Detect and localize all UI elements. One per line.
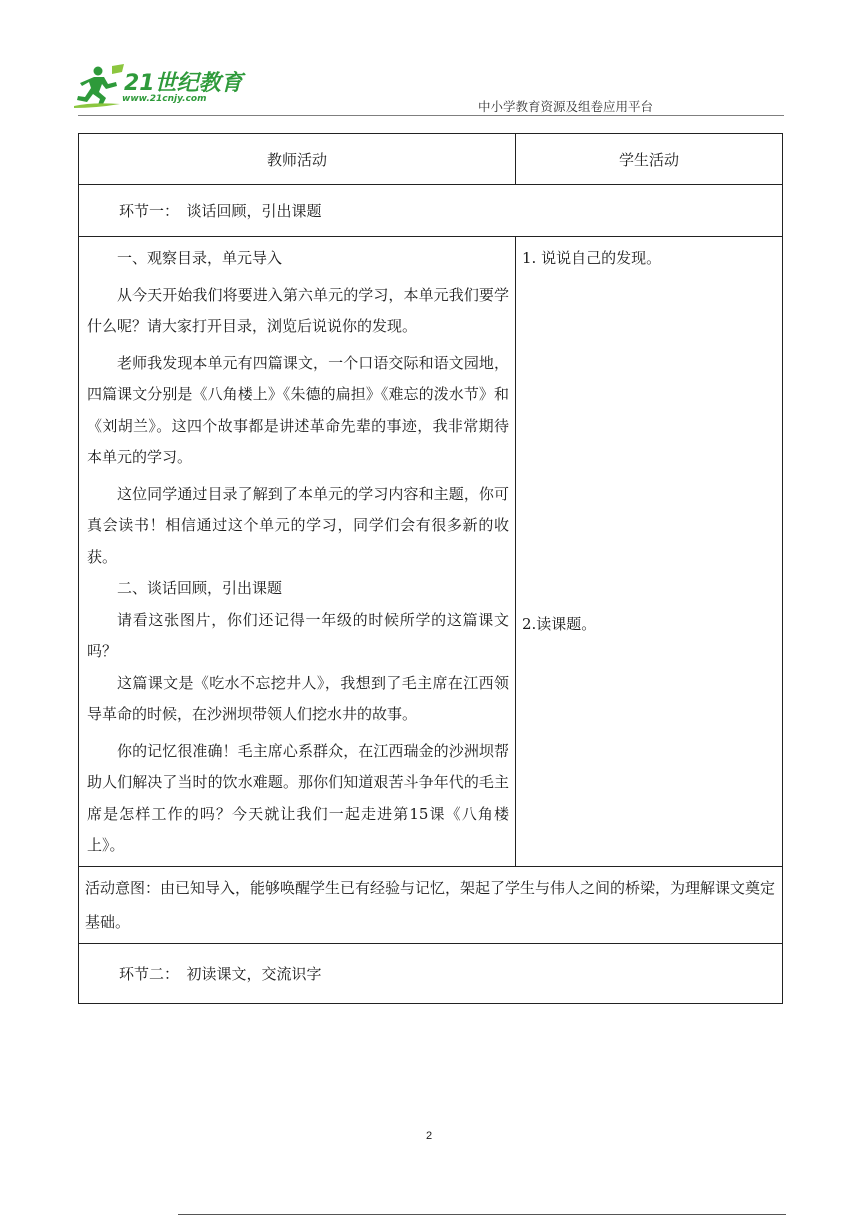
header-divider bbox=[78, 115, 784, 116]
footer-divider bbox=[178, 1214, 786, 1215]
page-number: 2 bbox=[426, 1130, 433, 1142]
teacher-heading-2: 二、谈话回顾，引出课题 bbox=[117, 579, 283, 597]
logo-url: www.21cnjy.com bbox=[122, 94, 207, 104]
section-row bbox=[79, 185, 783, 237]
teacher-paragraph: 老师我发现本单元有四篇课文，一个口语交际和语文园地，四篇课文分别是《八角楼上》《朱德的扁担》《难忘的泼水节》和《刘胡兰》。这四个故事都是讲述革命先辈的事迹，我非常期待本单元的学习。 bbox=[87, 353, 509, 466]
student-activity-1: 1. 说说自己的发现。 bbox=[522, 249, 662, 267]
intent-row bbox=[79, 866, 783, 943]
student-activity-cell bbox=[516, 237, 783, 867]
site-logo bbox=[72, 62, 242, 110]
section1-title: 环节一： 谈话回顾，引出课题 bbox=[79, 185, 783, 237]
teacher-paragraph: 你的记忆很准确！毛主席心系群众，在江西瑞金的沙洲坝帮助人们解决了当时的饮水难题。那你们知道艰苦斗争年代的毛主席是怎样工作的吗？今天就让我们一起走进第15课《八角楼上》。 bbox=[87, 741, 509, 854]
teacher-paragraph: 这位同学通过目录了解到了本单元的学习内容和主题，你可真会读书！相信通过这个单元的学习，同学们会有很多新的收获。 bbox=[87, 484, 509, 566]
table-header-row bbox=[79, 134, 783, 185]
activity-intent: 活动意图：由已知导入，能够唤醒学生已有经验与记忆，架起了学生与伟人之间的桥梁，为理解课文奠定基础。 bbox=[79, 866, 783, 943]
lesson-table bbox=[78, 133, 783, 1004]
section2-title: 环节二： 初读课文，交流识字 bbox=[79, 943, 783, 1003]
activity-row bbox=[79, 237, 783, 867]
teacher-paragraph: 从今天开始我们将要进入第六单元的学习，本单元我们要学什么呢？请大家打开目录，浏览后说说你的发现。 bbox=[87, 285, 509, 335]
teacher-paragraph: 请看这张图片，你们还记得一年级的时候所学的这篇课文吗？ bbox=[87, 610, 509, 660]
teacher-heading-1: 一、观察目录，单元导入 bbox=[117, 249, 283, 267]
student-activity-2: 2.读课题。 bbox=[522, 615, 597, 633]
runner-logo-icon bbox=[72, 62, 128, 110]
teacher-paragraph: 这篇课文是《吃水不忘挖井人》，我想到了毛主席在江西领导革命的时候，在沙洲坝带领人们挖水井的故事。 bbox=[87, 673, 509, 723]
teacher-activity-cell bbox=[79, 237, 516, 867]
col-student-header: 学生活动 bbox=[516, 134, 783, 185]
section-row bbox=[79, 943, 783, 1003]
platform-title: 中小学教育资源及组卷应用平台 bbox=[478, 99, 654, 114]
logo-text: 21世纪教育 bbox=[124, 71, 243, 96]
col-teacher-header: 教师活动 bbox=[79, 134, 516, 185]
